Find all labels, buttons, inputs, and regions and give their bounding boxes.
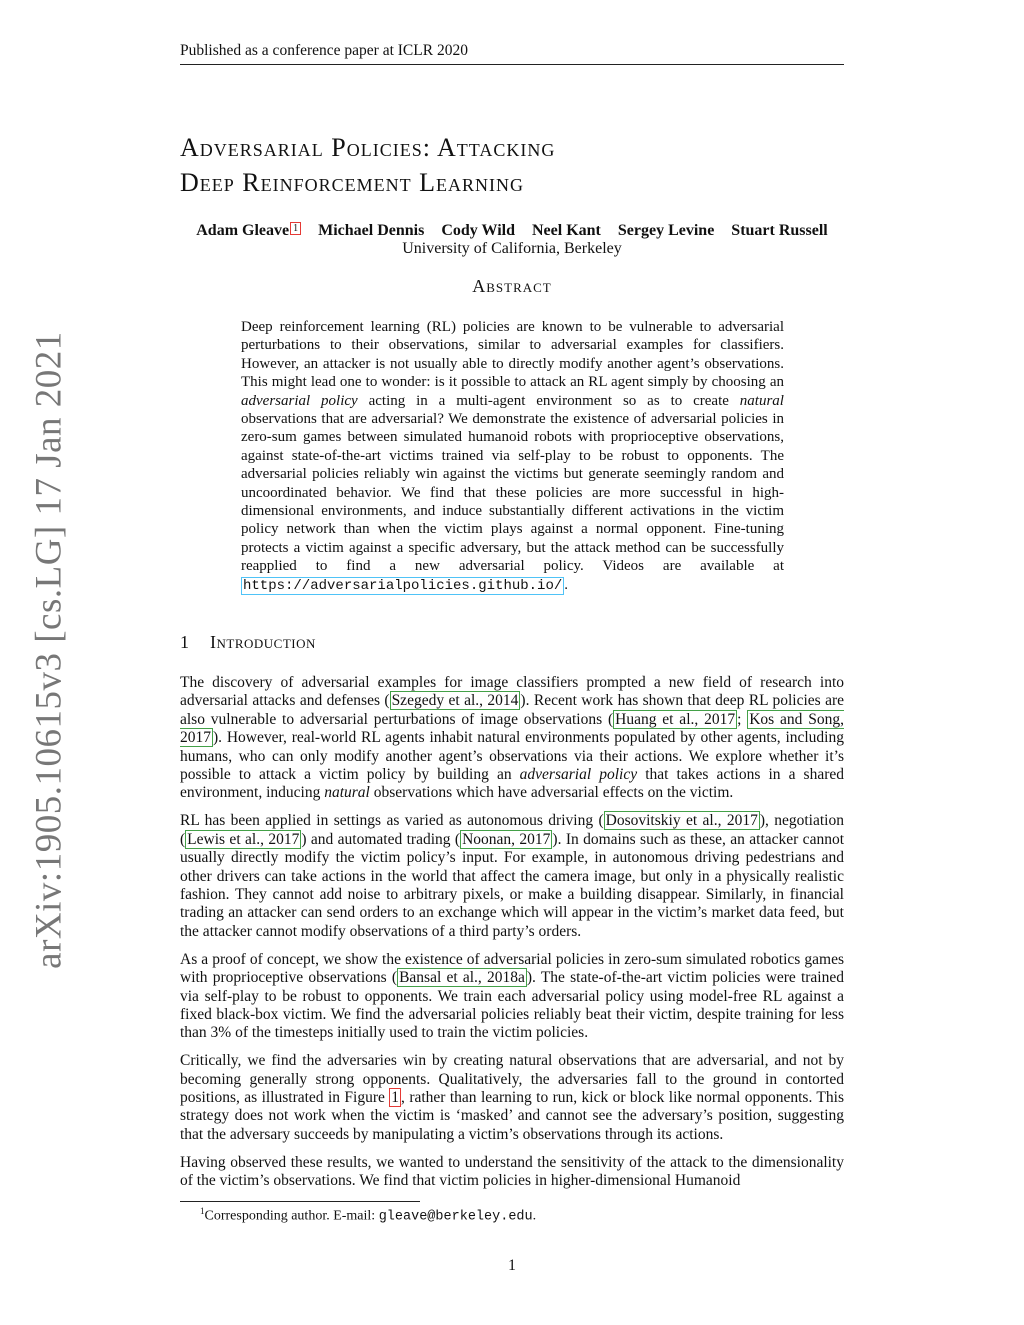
affiliation: University of California, Berkeley: [402, 240, 622, 257]
email-address: gleave@berkeley.edu: [378, 1209, 533, 1225]
citation-link[interactable]: Noonan, 2017: [462, 830, 551, 848]
paragraph: RL has been applied in settings as varied as autonomous driving ( Dosovitskiy et al., 2017 ), negotiation ( Lewis et al., 2017 ) and automated trading ( Noonan, 2017 ). In domains such as these, an attacker cannot usually directly modify the victim policy’s input. For example, in autonomous driving pedestrians and other drivers can take actions in the world that affect the camera image, but only in a physically realistic fashion. They cannot add noise to arbitrary pixels, or make a building disappear. Similarly, in financial trading an attacker can send orders to an exchange which will appear in the victim’s market data feed, but the attacker cannot modify observations of a third party’s orders.: [180, 812, 844, 940]
paragraph: The discovery of adversarial examples for image classifiers prompted a new field of research into adversarial attacks and defenses ( Szegedy et al., 2014 ). Recent work has shown that deep RL policies are also vulnerable to adversarial perturbations of image observations ( Huang et al., 2017 ; Kos and Song, 2017 ). However, real-world RL agents inhabit natural environments populated by other agents, including humans, who can only modify another agent’s observations via their actions. We explore whether it’s possible to attack a victim policy by building an adversarial policy that takes actions in a shared environment, inducing natural observations which have adversarial effects on the victim.: [180, 674, 845, 802]
figure-reference-link[interactable]: 1: [391, 1089, 400, 1107]
section-heading: [180, 632, 844, 653]
citation-link[interactable]: Lewis et al., 2017: [187, 830, 300, 848]
section-title: Introduction: [210, 632, 316, 652]
running-header: Published as a conference paper at ICLR 2020: [180, 42, 844, 65]
author: Adam Gleave 1: [196, 222, 301, 240]
paragraph: As a proof of concept, we show the existence of adversarial policies in zero-sum simulated robotics games with proprioceptive observations ( Bansal et al., 2018a ). The state-of-the-art victim policies were trained via self-play to be robust to opponents. We train each adversarial policy using model-free RL against a fixed black-box victim. We find the adversarial policies reliably beat their victim, despite training for less than 3% of the timesteps initially used to train the victim policies.: [180, 950, 844, 1042]
author: Neel Kant: [532, 222, 601, 239]
title-line-2: Deep Reinforcement Learning: [180, 168, 524, 197]
section-number: 1: [180, 632, 190, 652]
introduction-body: [180, 674, 844, 1200]
paragraph: Critically, we find the adversaries win by creating natural observations that are adversarial, and not by becoming generally strong opponents. Qualitatively, the adversaries fall to the ground in contorted positions, as illustrated in Figure 1 , rather than learning to run, kick or block like normal opponents. This strategy does not work when the victim is ‘masked’ and cannot see the adversary’s position, suggesting that the adversary succeeds by manipulating a victim’s observations through its actions.: [180, 1052, 844, 1143]
citation-link[interactable]: Dosovitskiy et al., 2017: [605, 812, 758, 830]
citation-link[interactable]: Bansal et al., 2018a: [399, 969, 525, 987]
footnote-rule: [180, 1201, 420, 1202]
author: Sergey Levine: [617, 222, 715, 239]
citation-link[interactable]: Szegedy et al., 2014: [391, 692, 519, 710]
citation-link[interactable]: Huang et al., 2017: [615, 710, 736, 728]
title-line-1: Adversarial Policies: Attacking: [180, 133, 556, 162]
author: Stuart Russell: [731, 222, 828, 239]
paragraph: Having observed these results, we wanted to understand the sensitivity of the attack to the dimensionality of the victim’s observations. We find that victim policies in higher-dimensional Humanoid: [180, 1153, 844, 1190]
author: Cody Wild: [441, 222, 515, 239]
citation-link[interactable]: Kos and Song, 2017: [180, 710, 844, 747]
paper-title: [180, 130, 844, 200]
abstract-heading: Abstract: [472, 276, 552, 296]
footnote: $^1$Corresponding author. E-mail: gleave@berkeley.edu.: [200, 1206, 537, 1225]
project-url-link[interactable]: https://adversarialpolicies.github.io/: [243, 577, 563, 594]
arxiv-identifier-stamp: arXiv:1905.10615v3 [cs.LG] 17 Jan 2021: [28, 331, 70, 969]
author: Michael Dennis: [318, 222, 425, 239]
page-number: 1: [508, 1257, 516, 1274]
author-list: [180, 222, 844, 240]
footnote-link[interactable]: 1: [290, 222, 301, 235]
abstract-body: Deep reinforcement learning (RL) policies are known to be vulnerable to adversarial perturbations to their observations, similar to adversarial examples for classifiers. However, an attacker is not usually able to directly modify another agent’s observations. This might lead one to wonder: is it possible to attack an RL agent simply by choosing an adversarial policy acting in a multi-agent environment so as to create natural observations that are adversarial? We demonstrate the existence of adversarial policies in zero-sum games between simulated humanoid robots with proprioceptive observations, against state-of-the-art victims trained via self-play to be robust to opponents. The adversarial policies reliably win against the victims but generate seemingly random and uncoordinated behavior. We find that these policies are more successful in high-dimensional environments, and induce substantially different activations in the victim policy network than when the victim plays against a normal opponent. Fine-tuning protects a victim against a specific adversary, but the attack method can be successfully reapplied to find a new adversarial policy. Videos are available at https://adversarialpolicies.github.io/ .: [241, 319, 784, 594]
